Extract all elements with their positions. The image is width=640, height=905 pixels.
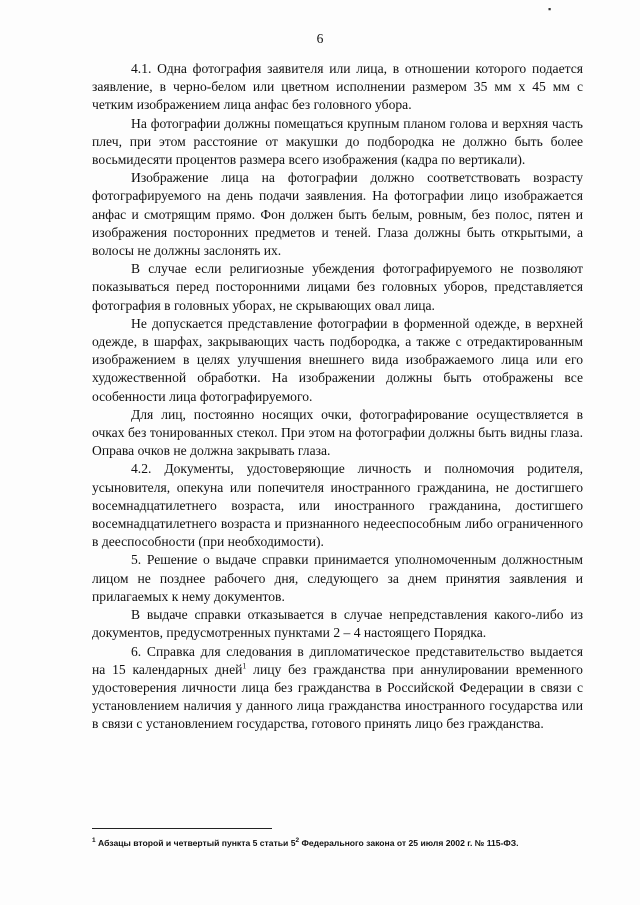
paragraph-5: 5. Решение о выдаче справки принимается уполномоченным должностным лицом не позднее рабочего дня, следующего за днем принятия заявления и прилагаемых к нему документов. bbox=[92, 552, 583, 604]
paragraph-4-1: 4.1. Одна фотография заявителя или лица, в отношении которого подается заявление, в черно-белом или цветном исполнении размером 35 мм х 45 мм с четким изображением лица анфас без головного убора. bbox=[92, 61, 583, 113]
footnote-text-end: Федерального закона от 25 июля 2002 г. № 115-ФЗ. bbox=[299, 837, 519, 848]
paragraph-religious-headwear: В случае если религиозные убеждения фотографируемого не позволяют показываться перед посторонними лицами без головных уборов, представляется фотография в головных уборах, не скрывающих овал лица. bbox=[92, 261, 583, 313]
footnote-article-superscript: 2 bbox=[295, 837, 300, 844]
paragraph-photo-framing: На фотографии должны помещаться крупным планом голова и верхняя часть плеч, при этом расстояние от макушки до подбородка не должно быть более восьмидесяти процентов размера всего изображения (кадра по вертикали). bbox=[92, 115, 583, 168]
paragraph-clothing-restrictions: Не допускается представление фотографии в форменной одежде, в верхней одежде, в шарфах, закрывающих часть подбородка, а также с отредактированным изображением в целях улучшения внешнего вида изображаемого лица или его художественной обработки. На изображении должны быть отображены все особенности лица фотографируемого. bbox=[92, 315, 583, 404]
footnote-text-start: Абзацы второй и четвертый пункта 5 статьи 5 bbox=[95, 837, 296, 848]
paragraph-6-text-start: 6. Справка для следования в дипломатическое представительство выдается на 15 календарных дней bbox=[92, 643, 583, 677]
paragraph-6 bbox=[92, 643, 583, 734]
footnote bbox=[92, 835, 583, 849]
footnote-reference: 1 bbox=[242, 661, 247, 671]
document-body bbox=[92, 60, 583, 734]
footnote-divider bbox=[92, 828, 272, 829]
paragraph-photo-requirements: Изображение лица на фотографии должно соответствовать возрасту фотографируемого на день подачи заявления. На фотографии лицо изображается анфас и смотрящим прямо. Фон должен быть белым, ровным, без полос, пятен и изображения посторонних предметов и теней. Глаза должны быть открытыми, а волосы не должны заслонять их. bbox=[92, 170, 583, 259]
paragraph-refusal: В выдаче справки отказывается в случае непредставления какого-либо из документов, предусмотренных пунктами 2 – 4 настоящего Порядка. bbox=[92, 607, 583, 641]
paragraph-6-text-end: лицу без гражданства при аннулировании временного удостоверения личности лица без гражданства в Российской Федерации в связи с установлением наличия у данного лица гражданства иностранного государства или в связи с установлением государства, готового принять лицо без гражданства. bbox=[92, 661, 583, 732]
scan-mark: ▪ bbox=[548, 4, 552, 14]
page-number: 6 bbox=[316, 31, 324, 46]
footnote-marker: 1 bbox=[92, 837, 96, 844]
paragraph-4-2: 4.2. Документы, удостоверяющие личность и полномочия родителя, усыновителя, опекуна или попечителя иностранного гражданина, не достигшего восемнадцатилетнего возраста, или иностранного гражданина, достигшего восемнадцатилетнего возраста и признанного недееспособным либо ограниченного в дееспособности (при необходимости). bbox=[92, 461, 583, 550]
paragraph-glasses: Для лиц, постоянно носящих очки, фотографирование осуществляется в очках без тонированных стекол. При этом на фотографии должны быть видны глаза. Оправа очков не должна закрывать глаза. bbox=[92, 406, 583, 459]
